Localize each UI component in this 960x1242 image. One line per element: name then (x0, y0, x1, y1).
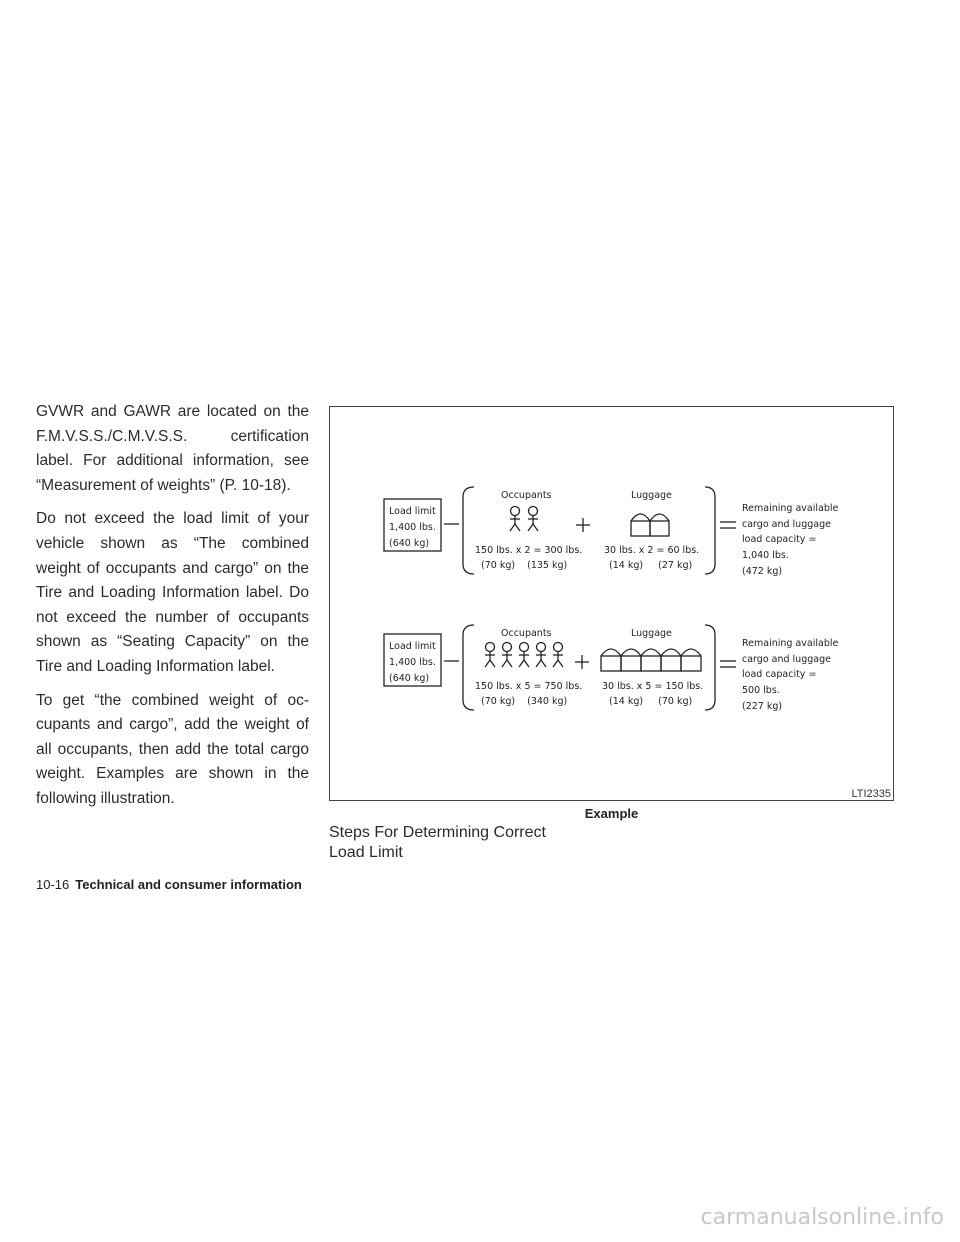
occupants-title: Occupants (501, 490, 552, 501)
suitcase-icon (601, 649, 621, 671)
right-bracket (705, 487, 715, 574)
person-icon (536, 643, 546, 668)
person-icon (502, 643, 512, 668)
section-heading-line: Load Limit (329, 844, 403, 861)
section-heading-line: Steps For Determining Correct (329, 824, 546, 841)
suitcase-icon (621, 649, 641, 671)
luggage-kg: (14 kg) (70 kg) (609, 696, 693, 707)
load-limit-line: Load limit (389, 641, 436, 652)
left-bracket (463, 625, 474, 710)
occupants-kg: (70 kg) (340 kg) (481, 696, 568, 707)
load-limit-line: (640 kg) (389, 673, 430, 684)
load-limit-line: 1,400 lbs. (389, 657, 436, 668)
load-example-figure (329, 406, 894, 801)
result-line: load capacity = (742, 534, 817, 545)
figure-code: LTI2335 (851, 788, 891, 800)
occupants-title: Occupants (501, 628, 552, 639)
figure-caption: Example (584, 806, 639, 821)
occupants-calc: 150 lbs. x 2 = 300 lbs. (475, 545, 583, 556)
suitcase-icon (650, 514, 669, 536)
suitcase-icon (681, 649, 701, 671)
luggage-kg: (14 kg) (27 kg) (609, 560, 693, 571)
row-2 (384, 625, 839, 712)
result-line: 500 lbs. (742, 685, 780, 696)
result-line: 1,040 lbs. (742, 550, 789, 561)
occupants-kg: (70 kg) (135 kg) (481, 560, 568, 571)
person-icon (519, 643, 529, 668)
watermark: carmanualsonline.info (700, 1205, 944, 1230)
page-footer (36, 877, 302, 892)
load-limit-line: (640 kg) (389, 538, 430, 549)
right-bracket (705, 625, 715, 710)
plus-sign (576, 518, 590, 532)
luggage-title: Luggage (631, 628, 672, 639)
person-icon (510, 507, 520, 532)
occupants-calc: 150 lbs. x 5 = 750 lbs. (475, 681, 583, 692)
section-heading (329, 823, 629, 863)
result-line: cargo and luggage (742, 654, 831, 665)
paragraph-combined-weight: To get “the combined weight of occupants and cargo”, add the weight of all occupants, then add the total cargo weight. Examples are shown in the following illustration. (36, 691, 309, 807)
result-line: cargo and luggage (742, 519, 831, 530)
load-limit-line: Load limit (389, 506, 436, 517)
suitcase-icon (661, 649, 681, 671)
person-icon (528, 507, 538, 532)
result-line: load capacity = (742, 669, 817, 680)
result-line: (472 kg) (742, 566, 783, 577)
suitcase-icon (641, 649, 661, 671)
luggage-title: Luggage (631, 490, 672, 501)
equals-sign (720, 522, 736, 528)
load-example-diagram (330, 407, 895, 802)
body-text-column (36, 400, 309, 821)
result-line: Remaining available (742, 638, 839, 649)
paragraph-load-limit: Do not exceed the load limit of your vehicle shown as “The combined weight of occupants and cargo” on the Tire and Loading Information label. Do not exceed the number of occupants shown as “Seating Capacity” on the Tire and Loading Information label. (36, 510, 309, 675)
result-line: (227 kg) (742, 701, 783, 712)
row-1 (384, 487, 839, 577)
luggage-calc: 30 lbs. x 5 = 150 lbs. (602, 681, 704, 692)
equals-sign (720, 661, 736, 667)
left-bracket (463, 487, 474, 574)
person-icon (553, 643, 563, 668)
suitcase-icon (631, 514, 650, 536)
result-line: Remaining available (742, 503, 839, 514)
plus-sign (575, 655, 589, 669)
luggage-calc: 30 lbs. x 2 = 60 lbs. (604, 545, 700, 556)
page-number: 10-16 (36, 877, 70, 892)
person-icon (485, 643, 495, 668)
paragraph-gvwr: GVWR and GAWR are located on the F.M.V.S.S./C.M.V.S.S. certification label. For additional information, see “Measurement of weights” (P. 10-18). (36, 403, 309, 494)
footer-section-title: Technical and consumer information (75, 877, 302, 892)
load-limit-line: 1,400 lbs. (389, 522, 436, 533)
